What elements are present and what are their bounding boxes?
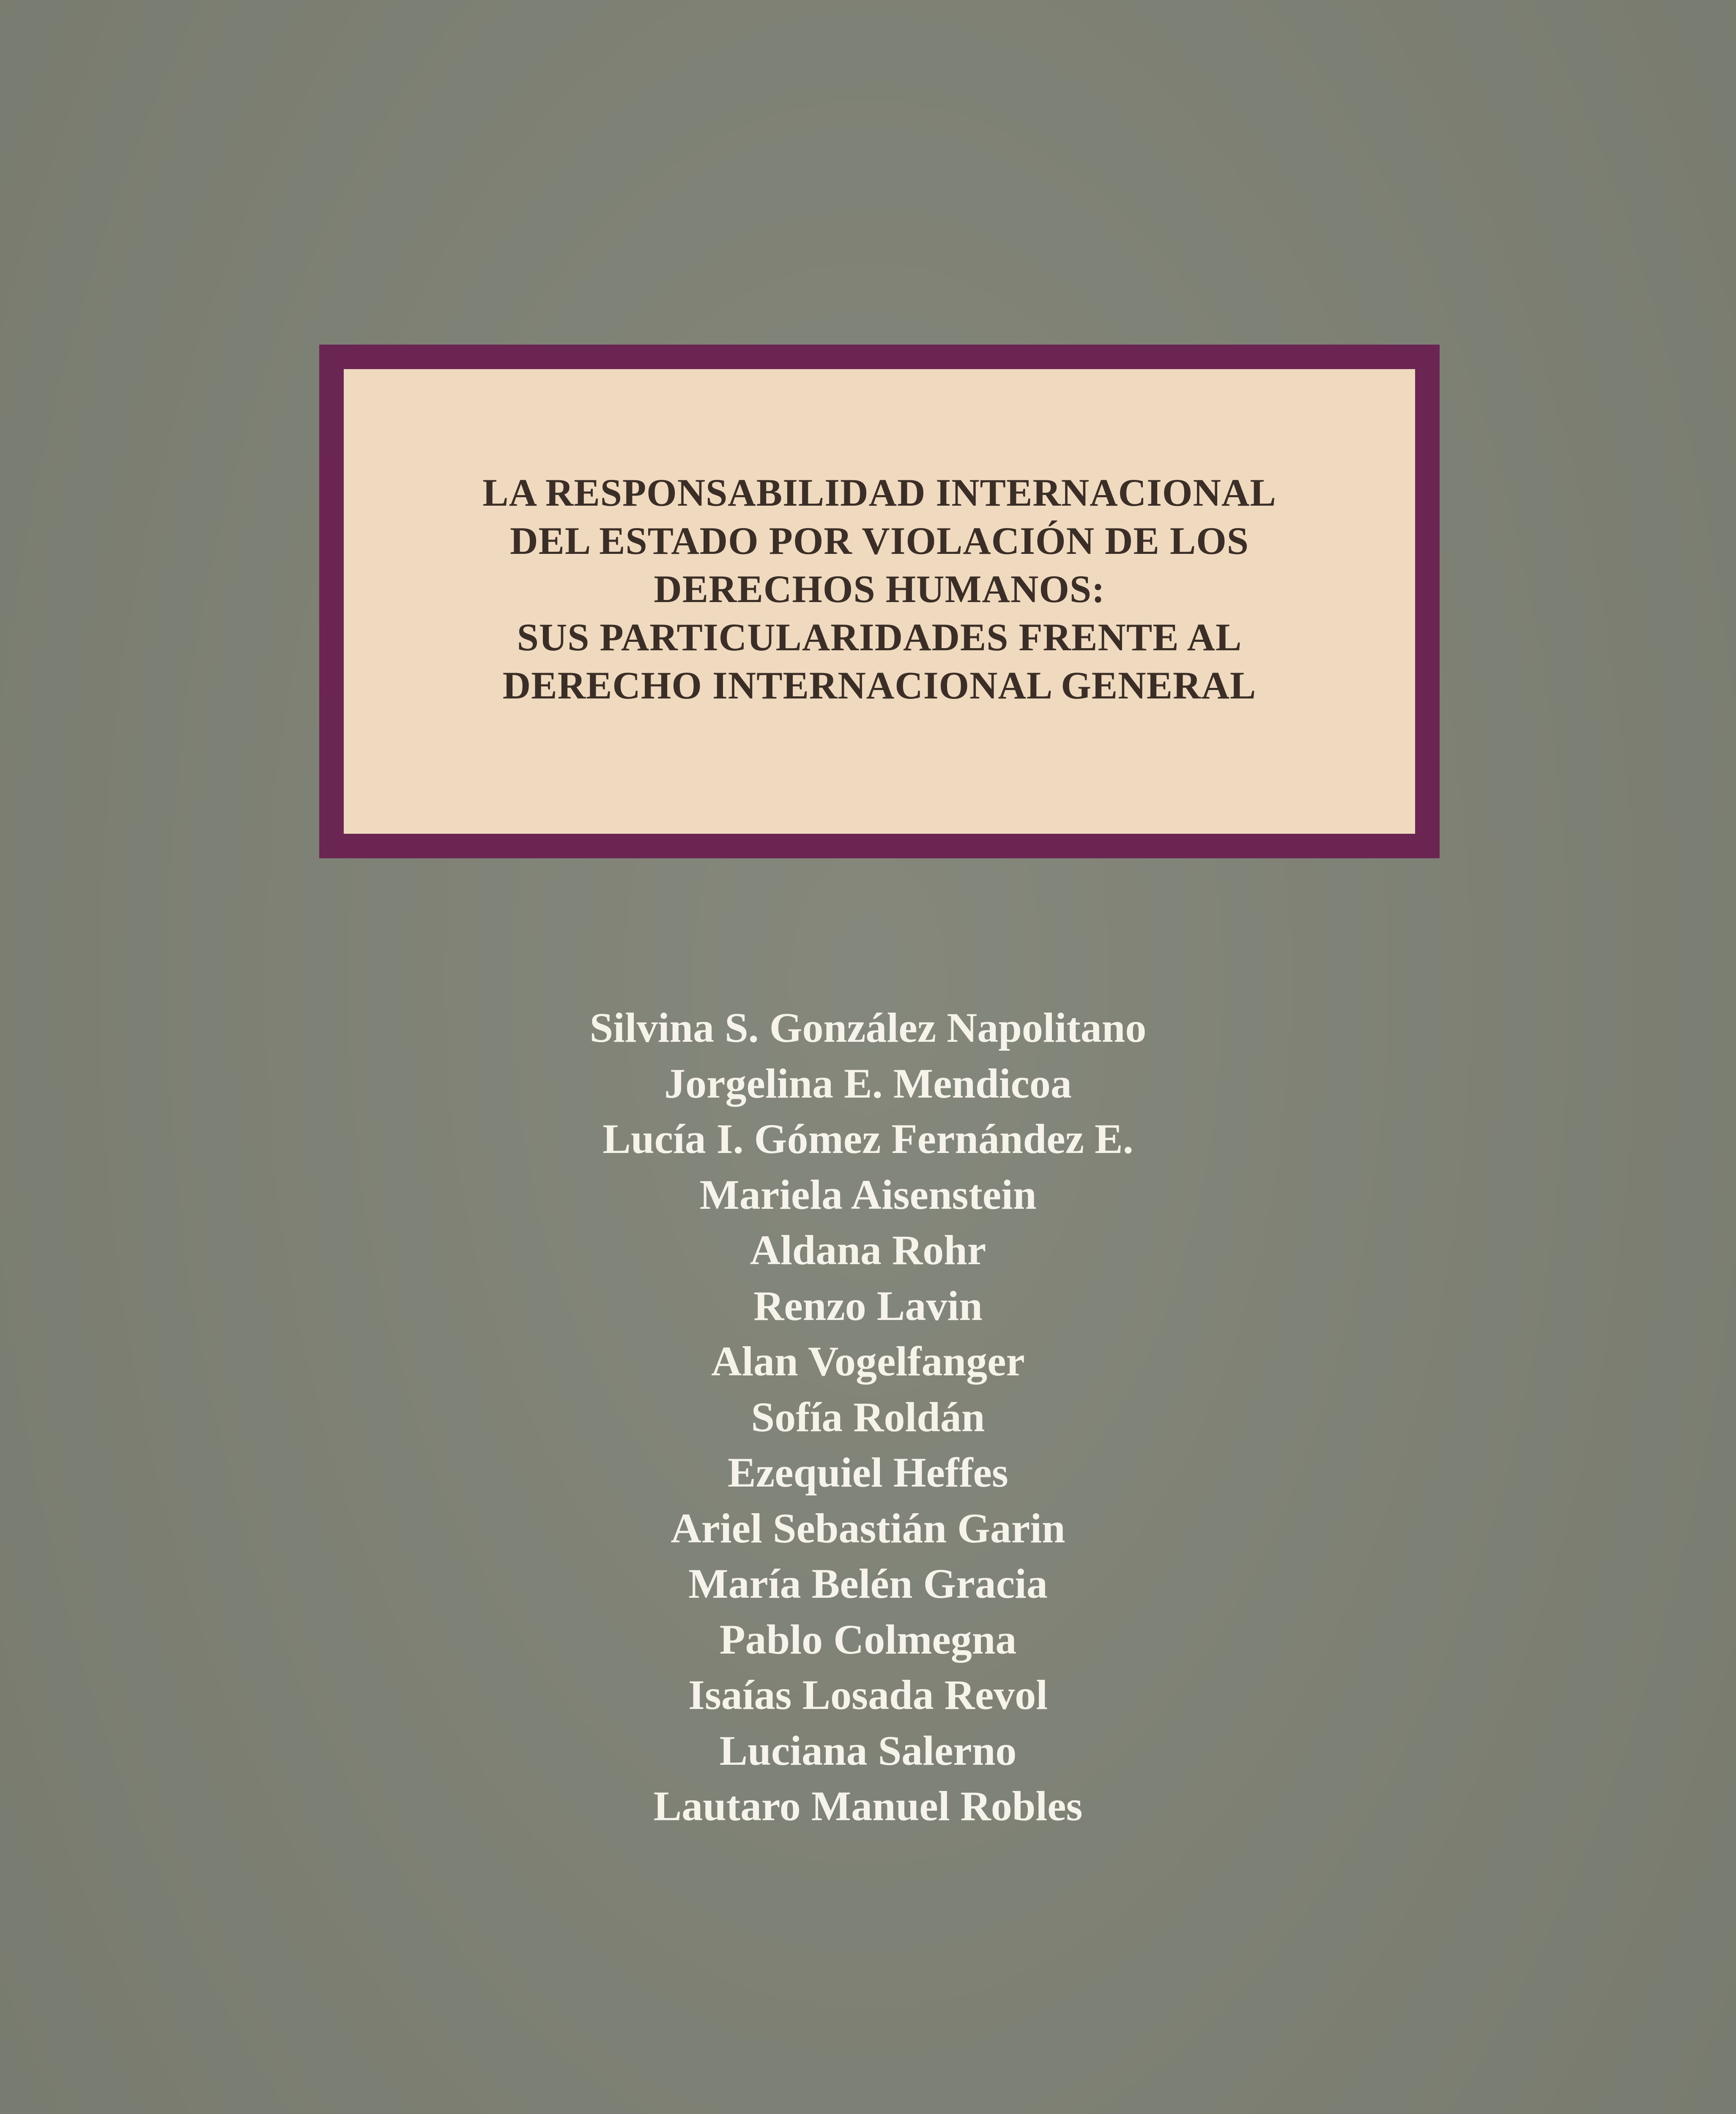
author-name: Jorgelina E. Mendicoa	[664, 1060, 1072, 1107]
title-line: DEL ESTADO POR VIOLACIÓN DE LOS	[510, 519, 1249, 562]
author-name: Alan Vogelfanger	[711, 1338, 1025, 1385]
author-name: Mariela Aisenstein	[699, 1171, 1037, 1218]
title-panel	[344, 369, 1415, 834]
author-name: Lucía I. Gómez Fernández E.	[602, 1115, 1134, 1162]
author-name: Ariel Sebastián Garin	[671, 1504, 1065, 1552]
author-name: Ezequiel Heffes	[728, 1449, 1008, 1496]
publication-year	[0, 2112, 1736, 2114]
author-name: María Belén Gracia	[688, 1560, 1048, 1607]
author-name: Isaías Losada Revol	[688, 1671, 1048, 1718]
title-line: SUS PARTICULARIDADES FRENTE AL	[517, 615, 1242, 659]
author-name: Luciana Salerno	[719, 1727, 1017, 1774]
author-name: Aldana Rohr	[750, 1227, 986, 1273]
author-name: Sofía Roldán	[751, 1393, 985, 1440]
author-list	[0, 1000, 1736, 1834]
title-frame	[319, 345, 1440, 858]
author-name: Pablo Colmegna	[719, 1616, 1017, 1663]
title-line: DERECHOS HUMANOS:	[654, 567, 1105, 611]
author-name: Silvina S. González Napolitano	[589, 1004, 1147, 1051]
title-line: DERECHO INTERNACIONAL GENERAL	[502, 663, 1257, 707]
title-line: LA RESPONSABILIDAD INTERNACIONAL	[482, 471, 1276, 514]
author-name: Renzo Lavin	[753, 1282, 983, 1329]
author-name: Lautaro Manuel Robles	[653, 1783, 1083, 1829]
